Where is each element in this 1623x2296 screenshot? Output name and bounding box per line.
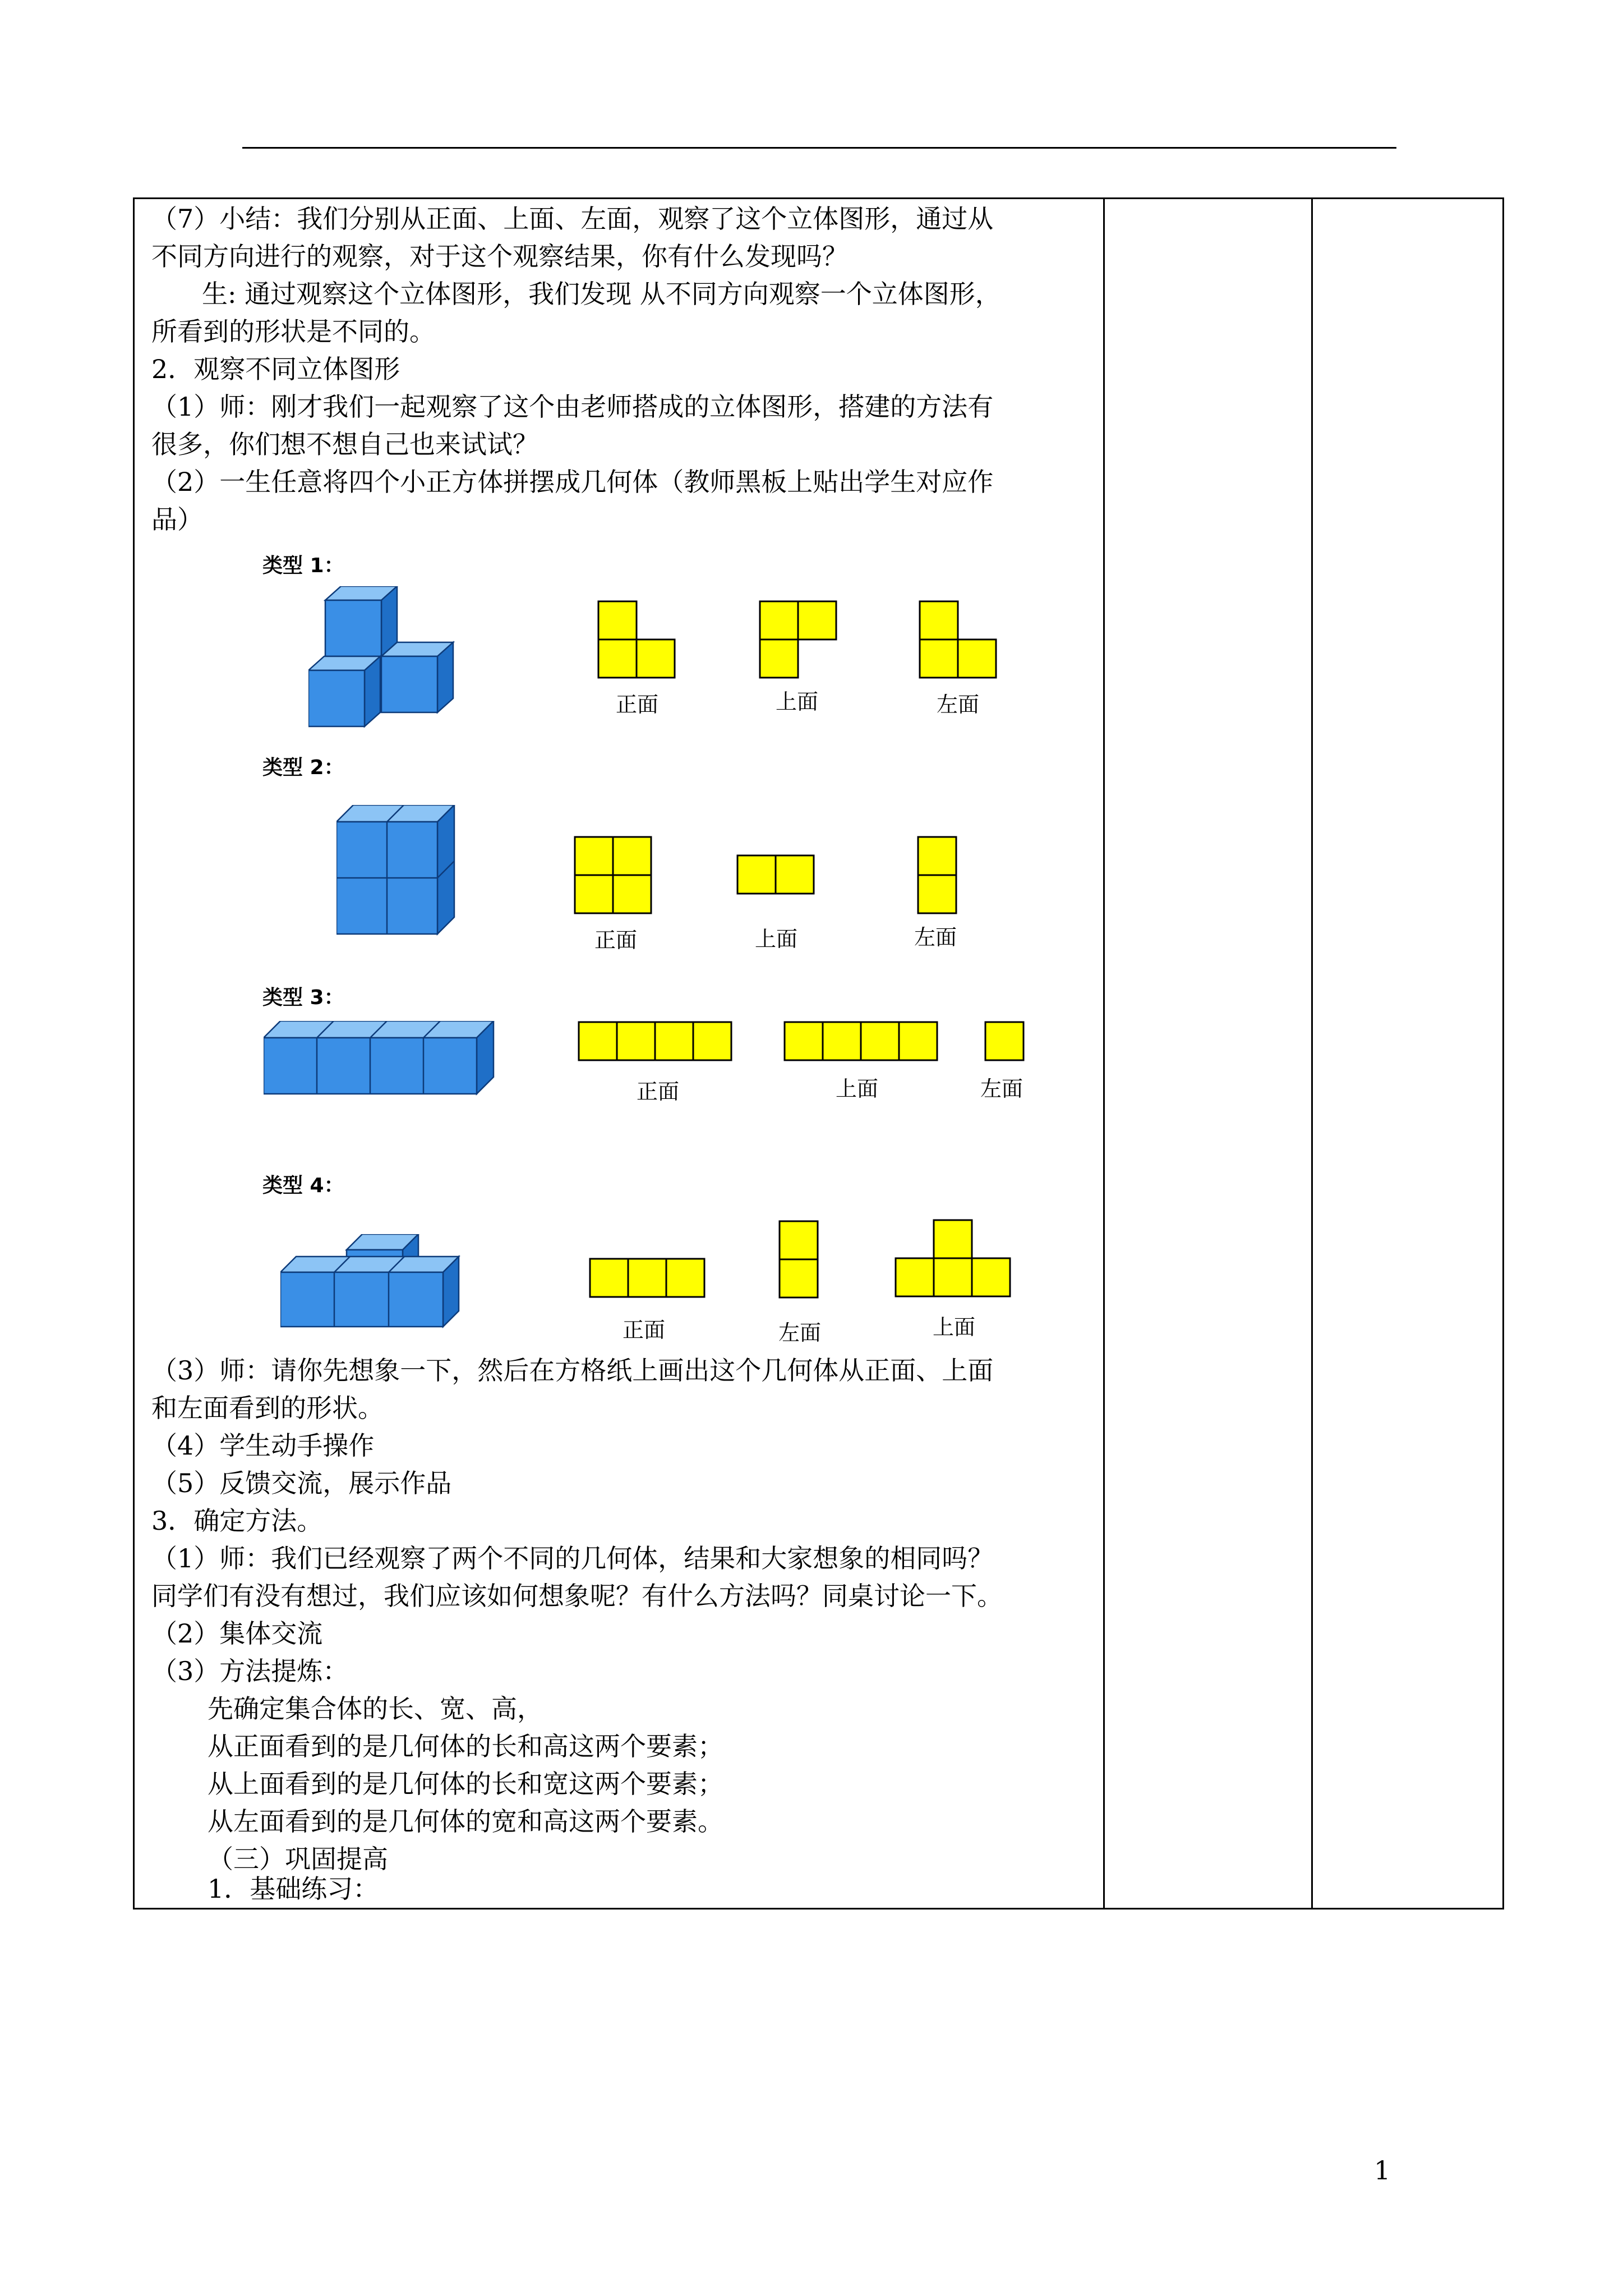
type3-top-label: 上面: [836, 1076, 879, 1101]
section-heading: 3．确定方法。: [151, 1506, 323, 1536]
type4-top-view: [895, 1219, 1015, 1300]
header-rule: [242, 147, 1396, 149]
type3-left-label: 左面: [980, 1076, 1023, 1101]
type3-front-label: 正面: [637, 1079, 680, 1104]
paragraph-line: （1）师：我们已经观察了两个不同的几何体，结果和大家想象的相同吗？: [151, 1543, 994, 1573]
type4-cube-model: [280, 1234, 471, 1329]
paragraph-line: 从左面看到的是几何体的宽和高这两个要素。: [208, 1806, 723, 1837]
paragraph-line: 从正面看到的是几何体的长和高这两个要素；: [208, 1731, 723, 1761]
type1-top-label: 上面: [776, 689, 819, 714]
page-number: 1: [1374, 2155, 1391, 2185]
section-heading: 2．观察不同立体图形: [151, 354, 400, 384]
paragraph-line: 所看到的形状是不同的。: [151, 316, 435, 347]
type2-top-view: [736, 854, 818, 896]
section-heading: （三）巩固提高: [208, 1844, 388, 1874]
type4-left-view: [778, 1220, 820, 1301]
type2-front-view: [574, 836, 655, 917]
paragraph-line: 不同方向进行的观察，对于这个观察结果，你有什么发现吗？: [151, 241, 848, 272]
paragraph-line: 1．基础练习：: [208, 1874, 379, 1904]
type4-front-view: [589, 1258, 709, 1300]
type1-cube-model: [308, 586, 471, 738]
type1-left-label: 左面: [937, 692, 980, 717]
paragraph-line: 很多，你们想不想自己也来试试？: [151, 429, 538, 459]
paragraph-line: （3）方法提炼：: [151, 1656, 349, 1686]
type2-left-label: 左面: [914, 925, 957, 950]
type2-left-view: [917, 836, 959, 917]
type3-top-view: [783, 1021, 940, 1063]
type1-front-label: 正面: [616, 692, 659, 717]
type4-front-label: 正面: [623, 1318, 666, 1342]
type2-cube-model: [336, 805, 471, 937]
paragraph-line: 品）: [151, 504, 203, 535]
paragraph-line: 生: 通过观察这个立体图形，我们发现 从不同方向观察一个立体图形，: [202, 279, 1001, 309]
type2-top-label: 上面: [755, 927, 798, 951]
paragraph-line: （7）小结：我们分别从正面、上面、左面，观察了这个立体图形，通过从: [151, 204, 994, 234]
paragraph-line: （2）一生任意将四个小正方体拼摆成几何体（教师黑板上贴出学生对应作: [151, 467, 994, 497]
type3-left-view: [984, 1021, 1026, 1063]
paragraph-line: 同学们有没有想过，我们应该如何想象呢？有什么方法吗？同桌讨论一下。: [151, 1581, 1003, 1611]
paragraph-line: （2）集体交流: [151, 1618, 323, 1649]
lesson-content: [151, 199, 1094, 1904]
paragraph-line: （1）师：刚才我们一起观察了这个由老师搭成的立体图形，搭建的方法有: [151, 392, 994, 422]
paragraph-line: （5）反馈交流，展示作品: [151, 1468, 452, 1498]
paragraph-line: （3）师：请你先想象一下，然后在方格纸上画出这个几何体从正面、上面: [151, 1355, 994, 1386]
type2-front-label: 正面: [594, 928, 638, 953]
type1-left-view: [919, 600, 1000, 682]
paragraph-line: 先确定集合体的长、宽、高，: [208, 1694, 543, 1724]
lesson-table: [133, 197, 1504, 1910]
paragraph-line: （4）学生动手操作: [151, 1430, 375, 1461]
type4-left-label: 左面: [778, 1320, 822, 1345]
figure-caption-type4: 类型 4：: [262, 1174, 344, 1197]
figure-caption-type2: 类型 2：: [262, 756, 344, 779]
paragraph-line: 和左面看到的形状。: [151, 1393, 384, 1423]
type3-front-view: [578, 1021, 735, 1063]
type3-cube-model: [264, 1021, 499, 1099]
column-divider-2: [1311, 199, 1313, 1908]
figure-caption-type1: 类型 1：: [262, 554, 344, 577]
figure-caption-type3: 类型 3：: [262, 986, 344, 1009]
type1-top-view: [759, 600, 840, 682]
type4-top-label: 上面: [933, 1315, 976, 1340]
type1-front-view: [597, 600, 679, 682]
paragraph-line: 从上面看到的是几何体的长和宽这两个要素；: [208, 1769, 723, 1799]
column-divider-1: [1103, 199, 1105, 1908]
